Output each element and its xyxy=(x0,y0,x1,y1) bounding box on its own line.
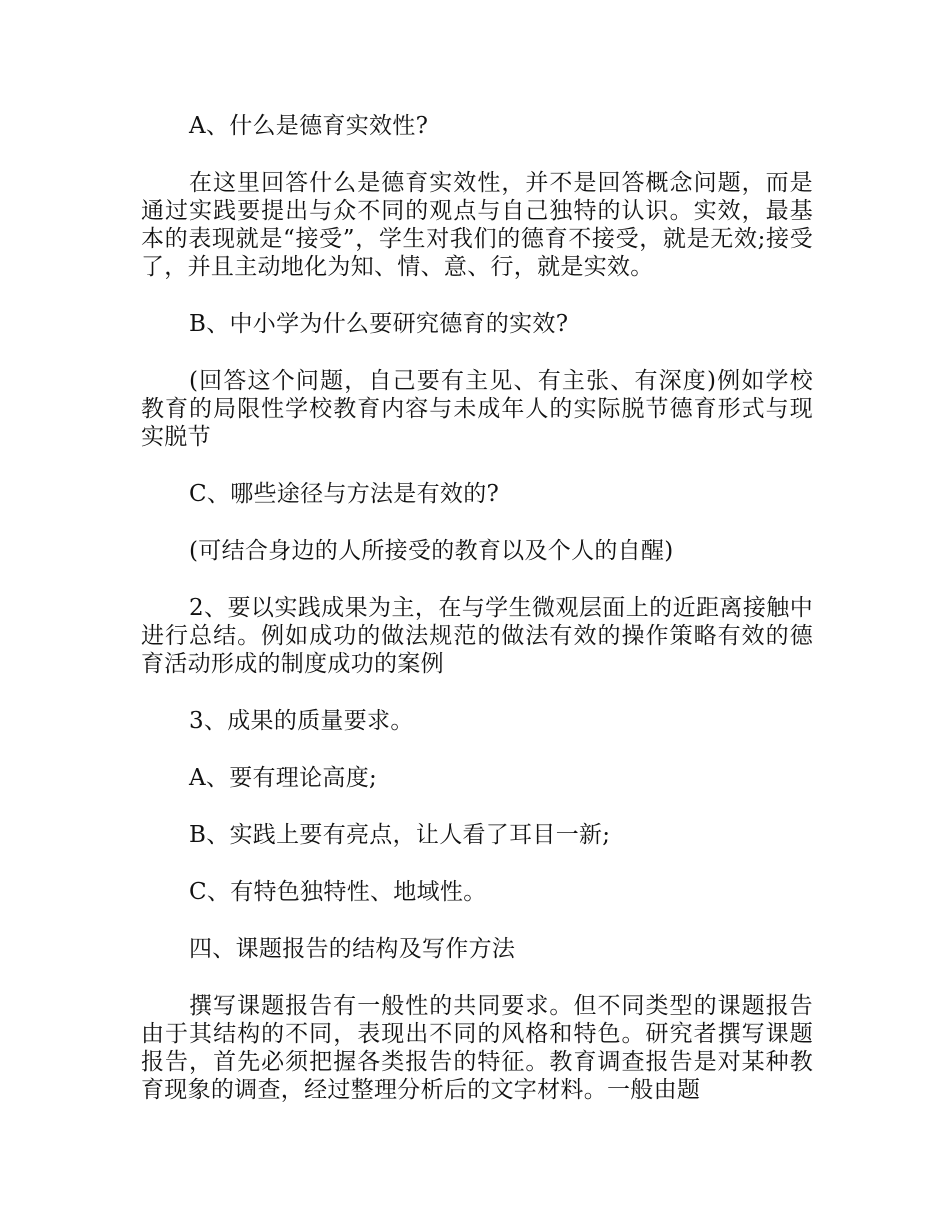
paragraph-answer-c: (可结合身边的人所接受的教育以及个人的自醒) xyxy=(189,538,674,564)
paragraph-requirement-b: B、实践上要有亮点，让人看了耳目一新; xyxy=(189,822,611,848)
paragraph-heading-a: A、什么是德育实效性? xyxy=(189,113,429,139)
paragraph-heading-c: C、哪些途径与方法是有效的? xyxy=(189,481,500,507)
section-heading-four: 四、课题报告的结构及写作方法 xyxy=(189,936,516,962)
paragraph-definition: 在这里回答什么是德育实效性，并不是回答概念问题，而是通过实践要提出与众不同的观点与自己独特的认识。实效，最基本的表现就是“接受”，学生对我们的德育不接受，就是无效;接受了，并且主动地化为知、情、意、行，就是实效。 xyxy=(141,170,813,280)
paragraph-heading-b: B、中小学为什么要研究德育的实效? xyxy=(189,311,569,337)
paragraph-point-3: 3、成果的质量要求。 xyxy=(189,708,414,734)
paragraph-requirement-c: C、有特色独特性、地域性。 xyxy=(189,879,487,905)
paragraph-answer-b: (回答这个问题，自己要有主见、有主张、有深度)例如学校教育的局限性学校教育内容与未成年人的实际脱节德育形式与现实脱节 xyxy=(141,368,813,450)
paragraph-point-2: 2、要以实践成果为主，在与学生微观层面上的近距离接触中进行总结。例如成功的做法规范的做法有效的操作策略有效的德育活动形成的制度成功的案例 xyxy=(141,595,813,677)
paragraph-requirement-a: A、要有理论高度; xyxy=(189,765,378,791)
document-body xyxy=(141,112,813,1133)
paragraph-report-structure: 撰写课题报告有一般性的共同要求。但不同类型的课题报告由于其结构的不同，表现出不同的风格和特色。研究者撰写课题报告，首先必须把握各类报告的特征。教育调查报告是对某种教育现象的调查，经过整理分析后的文字材料。一般由题 xyxy=(141,993,813,1103)
